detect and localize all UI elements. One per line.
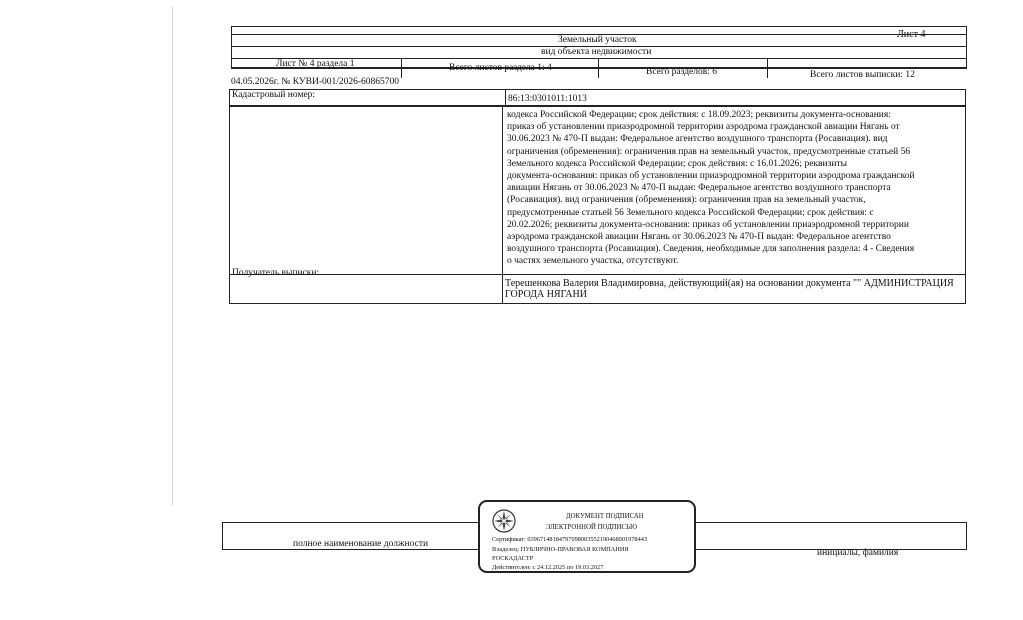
initials-label: инициалы, фамилия (817, 548, 899, 558)
cadastral-number: 86:13:0301011:1013 (508, 94, 587, 104)
stamp-certificate: Сертификат: 0396714818479709800355219046800197844З (492, 536, 648, 543)
stamp-line-1: ДОКУМЕНТ ПОДПИСАН (566, 513, 644, 520)
recipient-label: Получатель выписки: (232, 268, 320, 278)
encumbrance-text-line: Земельного кодекса Российской Федерации; срок действия: с 16.01.2026; реквизиты (507, 158, 847, 169)
info-sep-2 (598, 58, 599, 78)
info-sep-1 (401, 58, 402, 78)
stamp-validity: Действителен: с 24.12.2025 по 19.03.2027 (492, 564, 604, 571)
encumbrance-text-line: воздушного транспорта (Росавиация). Сведения, необходимые для заполнения раздела: 4 - Сведения (507, 244, 915, 255)
sheets-in-section: Всего листов раздела 1: 4 (449, 63, 552, 73)
rosreestr-emblem-icon (491, 508, 517, 534)
encumbrance-text-line: приказ об установлении приаэродромной территории аэродрома гражданской авиации Нягань от (507, 122, 900, 133)
cadastral-sep (505, 89, 506, 106)
stamp-owner-2: РОСКАДАСТР (492, 555, 534, 562)
info-sep-3 (767, 58, 768, 78)
encumbrance-text-line: (Росавиация). вид ограничения (обременения): ограничения прав на земельный участок, (507, 195, 866, 206)
cadastral-label: Кадастровый номер: (232, 90, 316, 100)
encumbrance-text-line: 30.06.2023 № 470-П выдан: Федеральное агентство воздушного транспорта (Росавиация). вид (507, 134, 888, 145)
electronic-signature-stamp (478, 500, 696, 573)
header-subtitle: вид объекта недвижимости (541, 47, 652, 57)
position-label: полное наименование должности (293, 539, 429, 549)
encumbrance-text-line: кодекса Российской Федерации; срок действия: с 18.09.2023; реквизиты документа-основания: (507, 110, 891, 120)
sheets-total: Всего листов выписки: 12 (810, 70, 915, 80)
stamp-owner-1: Владелец: ПУБЛИЧНО-ПРАВОВАЯ КОМПАНИЯ (492, 546, 629, 553)
encumbrance-text-line: аэродрома гражданской авиации Нягань от 30.06.2023 № 470-П выдан: Федеральное агентство (507, 232, 891, 242)
recipient-line-1: Терешенкова Валерия Владимировна, действующий(ая) на основании документа "" АДМИНИСТРАЦИЯ (505, 278, 954, 289)
signature-left-edge (222, 522, 223, 549)
encumbrance-text-line: предусмотренные статьей 56 Земельного кодекса Российской Федерации; срок действия: с (507, 207, 874, 218)
sheet-in-section: Лист № 4 раздела 1 (276, 59, 355, 69)
header-title: Земельный участок (558, 35, 637, 45)
encumbrance-text-line: авиации Нягань от 30.06.2023 № 470-П выдан: Федеральное агентство воздушного транспорта (507, 183, 891, 194)
scan-edge-line (172, 6, 173, 506)
document-reference: 04.05.2026г. № КУВИ-001/2026-60865700 (231, 77, 400, 87)
recipient-divider (229, 274, 966, 275)
signature-right-edge (966, 522, 967, 549)
stamp-line-2: ЭЛЕКТРОННОЙ ПОДПИСЬЮ (546, 524, 637, 531)
recipient-line-2: ГОРОДА НЯГАНИ (505, 289, 587, 300)
encumbrance-text-line: 20.02.2026; реквизиты документа-основания: приказ об установлении приаэродромной территории (507, 219, 909, 230)
cadastral-row (229, 89, 966, 106)
sections-total: Всего разделов: 6 (646, 67, 718, 77)
encumbrance-text-line: о частях земельного участка, отсутствуют. (507, 256, 679, 267)
encumbrance-text-line: ограничения (обременения): ограничения прав на земельный участок, предусмотренные статьей 56 (507, 146, 911, 157)
encumbrance-text-line: документа-основания: приказ об установлении приаэродромной территории аэродрома гражданской (507, 171, 915, 181)
